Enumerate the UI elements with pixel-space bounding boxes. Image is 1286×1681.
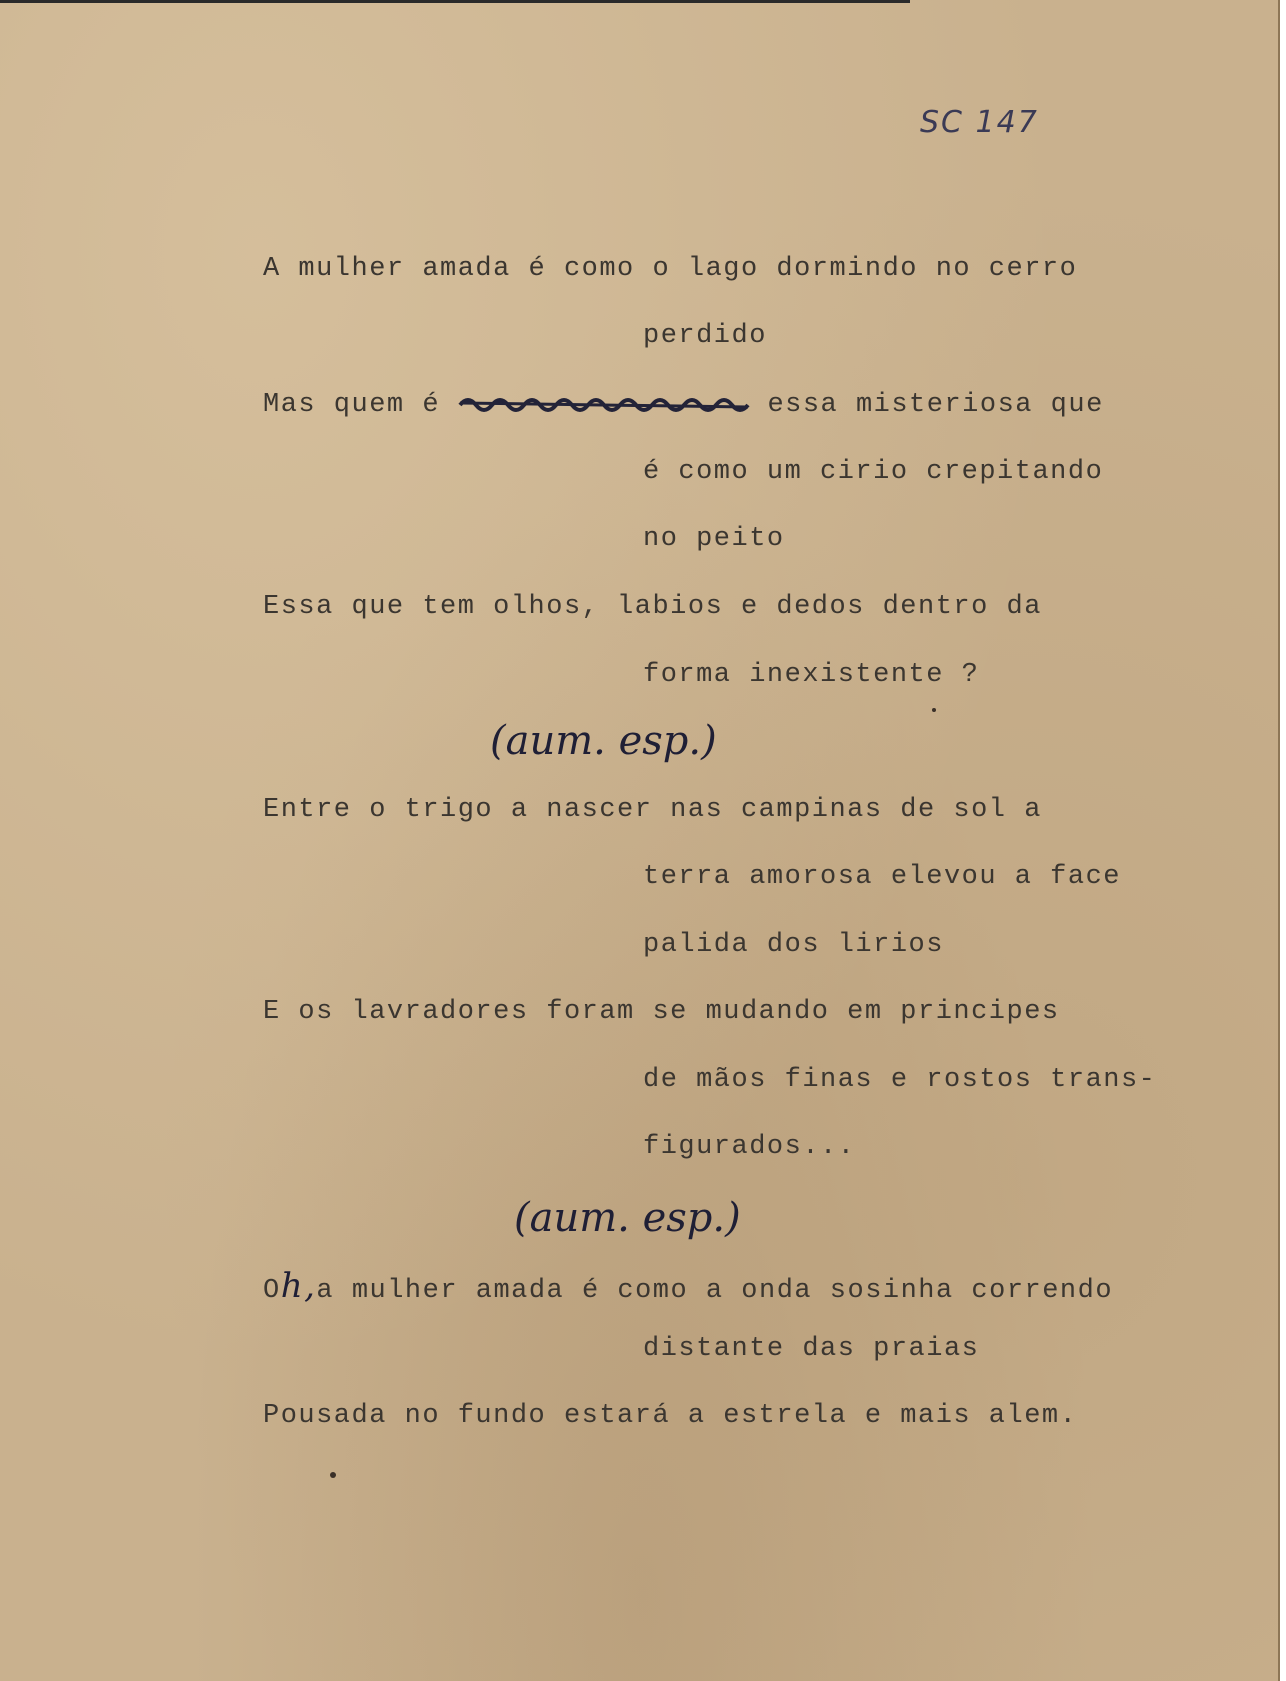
poem-line xyxy=(263,390,1104,420)
poem-line: A mulher amada é como o lago dormindo no cerro xyxy=(263,254,1078,284)
poem-line: terra amorosa elevou a face xyxy=(643,862,1121,892)
scan-edge-top xyxy=(0,0,910,3)
poem-line: distante das praias xyxy=(643,1334,980,1364)
poem-line: no peito xyxy=(643,524,785,554)
poem-line: é como um cirio crepitando xyxy=(643,457,1104,487)
poem-line: forma inexistente ? xyxy=(643,660,980,690)
scan-margin-right xyxy=(1280,0,1286,1681)
struck-out-word xyxy=(458,393,750,415)
poem-line-start: Mas quem é xyxy=(263,390,441,420)
poem-line: Pousada no fundo estará a estrela e mais alem. xyxy=(263,1401,1078,1431)
handwritten-annotation: (aum. esp.) xyxy=(514,1195,741,1241)
poem-line: de mãos finas e rostos trans- xyxy=(643,1065,1157,1095)
poem-line: Essa que tem olhos, labios e dedos dentro da xyxy=(263,592,1042,622)
poem-line: figurados... xyxy=(643,1132,856,1162)
poem-line: E os lavradores foram se mudando em principes xyxy=(263,997,1060,1027)
poem-line xyxy=(263,1266,1113,1306)
poem-line: perdido xyxy=(643,321,767,351)
catalog-number: SC 147 xyxy=(920,105,1039,140)
handwritten-insertion: h, xyxy=(280,1266,317,1306)
poem-line-end: essa misteriosa que xyxy=(767,390,1104,420)
poem-line: palida dos lirios xyxy=(643,930,944,960)
ink-speck xyxy=(932,708,936,712)
poem-line-start: O xyxy=(263,1276,281,1306)
ink-speck xyxy=(330,1472,336,1478)
poem-line: Entre o trigo a nascer nas campinas de sol a xyxy=(263,795,1042,825)
handwritten-annotation: (aum. esp.) xyxy=(490,718,717,764)
poem-line-end: a mulher amada é como a onda sosinha correndo xyxy=(316,1276,1114,1306)
